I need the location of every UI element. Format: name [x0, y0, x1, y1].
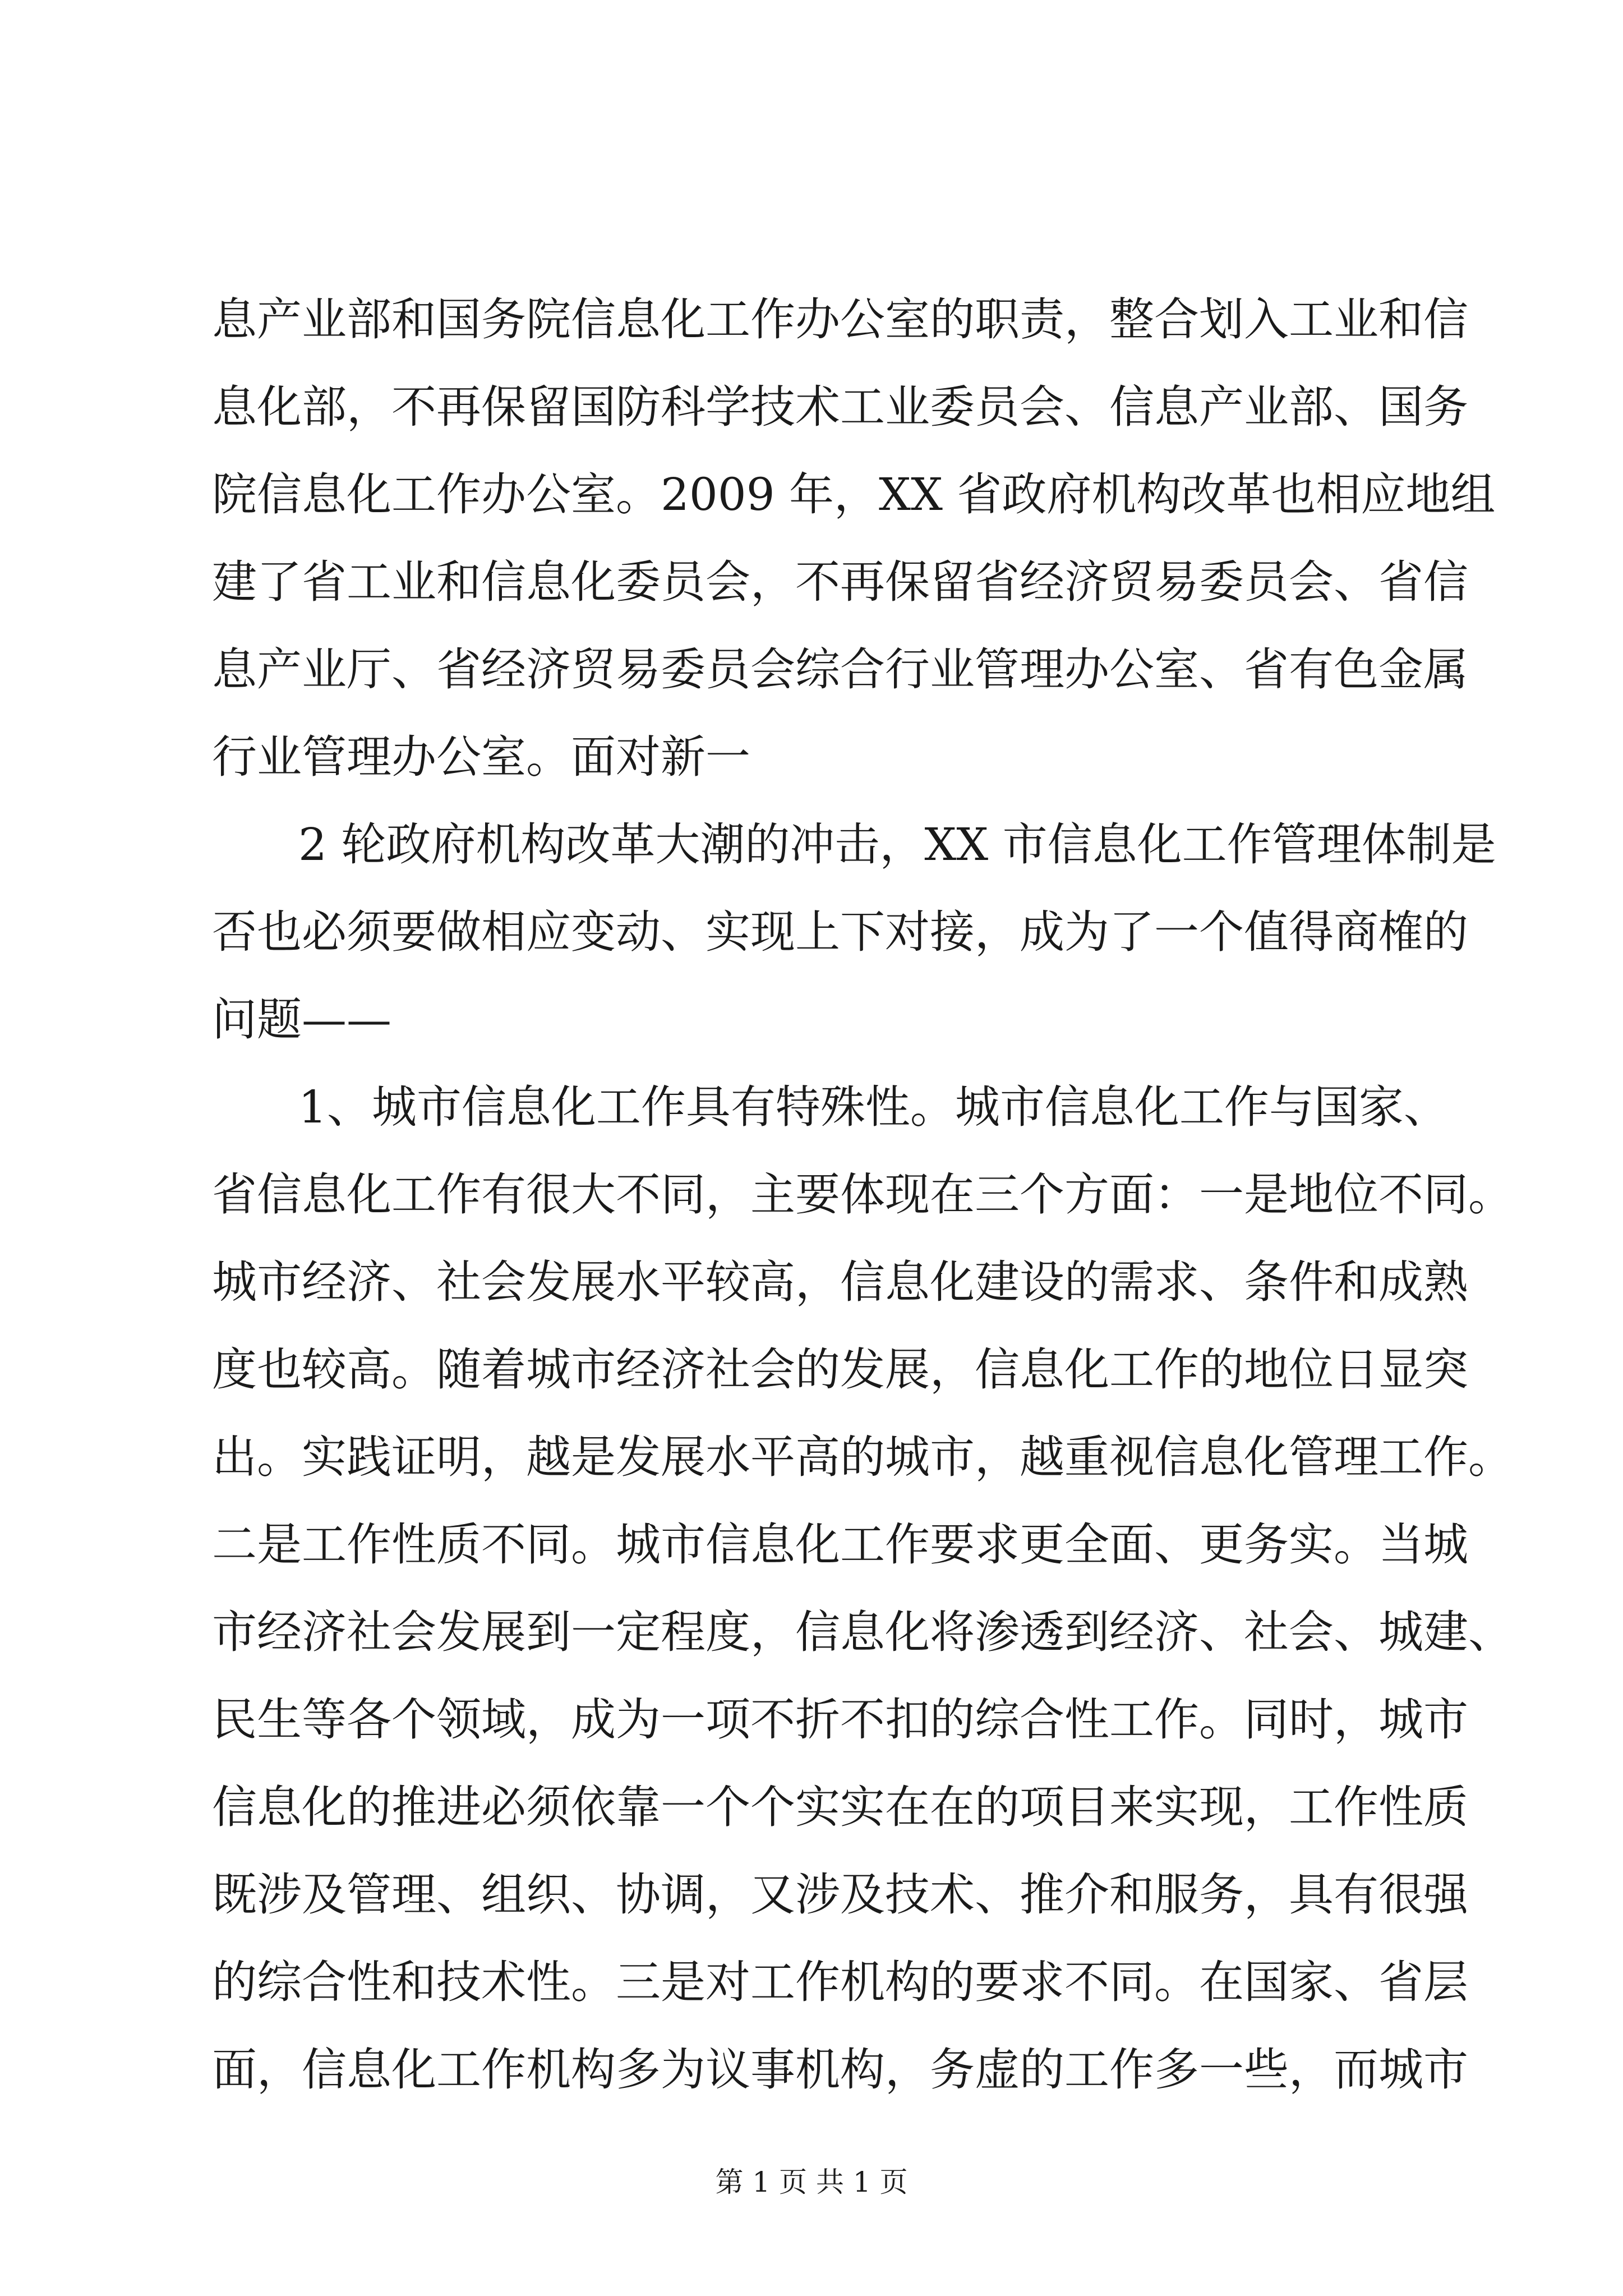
text-line-15: 二是工作性质不同。城市信息化工作要求更全面、更务实。当城	[212, 1519, 1468, 1571]
text-line-12: 城市经济、社会发展水平较高，信息化建设的需求、条件和成熟	[212, 1256, 1468, 1308]
text-line-20: 的综合性和技术性。三是对工作机构的要求不同。在国家、省层	[212, 1956, 1468, 2008]
text-line-19: 既涉及管理、组织、协调，又涉及技术、推介和服务，具有很强	[212, 1869, 1468, 1921]
text-line-8: 否也必须要做相应变动、实现上下对接，成为了一个值得商榷的	[212, 906, 1468, 958]
text-line-10: 1、城市信息化工作具有特殊性。城市信息化工作与国家、	[298, 1081, 1449, 1133]
text-line-3: 院信息化工作办公室。2009 年，XX 省政府机构改革也相应地组	[212, 468, 1496, 521]
text-line-17: 民生等各个领域，成为一项不折不扣的综合性工作。同时，城市	[212, 1694, 1468, 1746]
text-line-1: 息产业部和国务院信息化工作办公室的职责，整合划入工业和信	[212, 293, 1468, 346]
text-line-9: 问题——	[212, 993, 391, 1046]
text-line-7: 2 轮政府机构改革大潮的冲击，XX 市信息化工作管理体制是	[298, 818, 1496, 871]
page-footer: 第 1 页 共 1 页	[715, 2166, 908, 2198]
text-line-14: 出。实践证明，越是发展水平高的城市，越重视信息化管理工作。	[212, 1431, 1513, 1483]
text-line-18: 信息化的推进必须依靠一个个实实在在的项目来实现，工作性质	[212, 1781, 1468, 1833]
text-line-6: 行业管理办公室。面对新一	[212, 731, 750, 783]
text-line-4: 建了省工业和信息化委员会，不再保留省经济贸易委员会、省信	[212, 556, 1468, 608]
text-line-16: 市经济社会发展到一定程度，信息化将渗透到经济、社会、城建、	[212, 1606, 1513, 1658]
text-line-21: 面，信息化工作机构多为议事机构，务虚的工作多一些，而城市	[212, 2044, 1468, 2096]
text-line-2: 息化部，不再保留国防科学技术工业委员会、信息产业部、国务	[212, 381, 1468, 433]
text-line-13: 度也较高。随着城市经济社会的发展，信息化工作的地位日显突	[212, 1343, 1468, 1396]
text-line-11: 省信息化工作有很大不同，主要体现在三个方面：一是地位不同。	[212, 1168, 1513, 1221]
text-line-5: 息产业厅、省经济贸易委员会综合行业管理办公室、省有色金属	[212, 643, 1468, 696]
